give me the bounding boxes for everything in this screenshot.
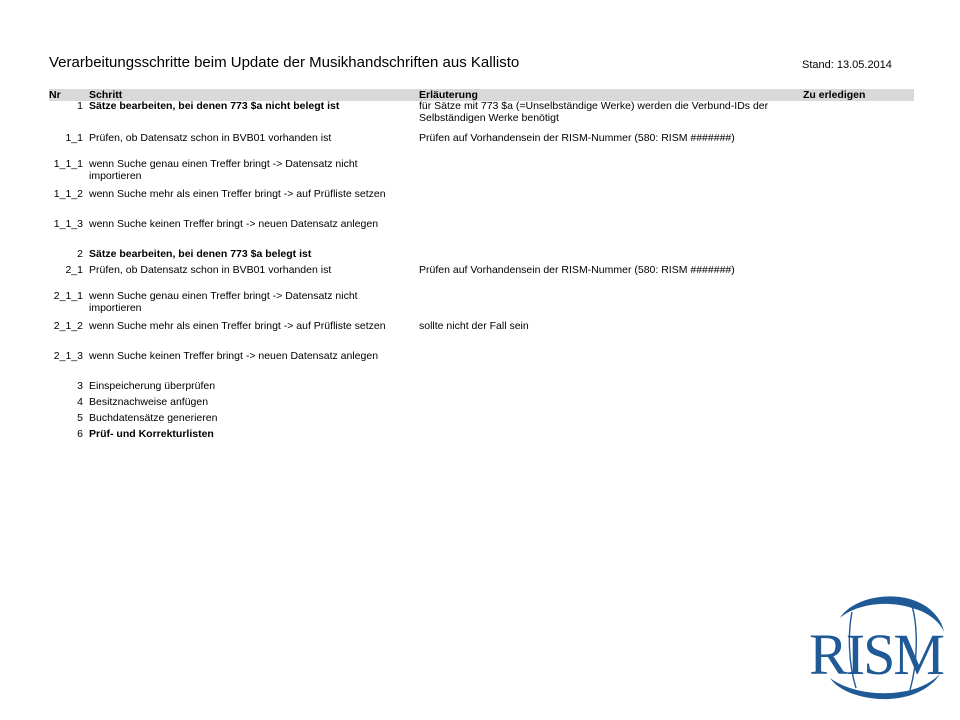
row-schritt: wenn Suche mehr als einen Treffer bringt -> auf Prüfliste setzen	[89, 320, 386, 332]
row-erlaeuterung	[419, 219, 803, 249]
row-schritt: Buchdatensätze generieren	[89, 412, 218, 424]
row-erlaeuterung	[419, 381, 803, 397]
row-zu-erledigen	[803, 321, 914, 351]
row-nr: 5	[77, 412, 83, 424]
table-row	[49, 219, 914, 249]
row-nr: 4	[77, 396, 83, 408]
table-row	[49, 265, 914, 291]
row-schritt: Einspeicherung überprüfen	[89, 380, 216, 392]
row-schritt: wenn Suche genau einen Treffer bringt -> Datensatz nicht importieren	[89, 158, 358, 182]
row-nr: 1	[77, 100, 83, 112]
row-nr: 2_1_2	[53, 320, 83, 332]
row-schritt: Sätze bearbeiten, bei denen 773 $a belegt ist	[89, 248, 312, 260]
row-nr: 2_1	[65, 264, 83, 276]
row-zu-erledigen	[803, 381, 914, 397]
row-nr: 1_1_3	[53, 218, 83, 230]
table-row	[49, 101, 914, 133]
row-erlaeuterung	[419, 351, 803, 381]
row-schritt: Prüfen, ob Datensatz schon in BVB01 vorhanden ist	[89, 132, 332, 144]
row-zu-erledigen	[803, 291, 914, 321]
row-nr: 2	[77, 248, 83, 260]
header-zu-erledigen: Zu erledigen	[803, 89, 914, 101]
row-zu-erledigen	[803, 219, 914, 249]
row-zu-erledigen	[803, 101, 914, 133]
row-nr: 1_1	[65, 132, 83, 144]
row-schritt: Sätze bearbeiten, bei denen 773 $a nicht belegt ist	[89, 100, 340, 112]
table-row	[49, 249, 914, 265]
table-row	[49, 351, 914, 381]
table-body	[49, 101, 914, 445]
table-row	[49, 291, 914, 321]
row-nr: 3	[77, 380, 83, 392]
rism-logo-text: RISM	[809, 622, 943, 687]
row-erlaeuterung: für Sätze mit 773 $a (=Unselbständige Werke) werden die Verbund-IDs der Selbständigen Werke benötigt	[419, 100, 769, 124]
steps-table	[49, 89, 914, 445]
row-nr: 1_1_2	[53, 188, 83, 200]
row-schritt: wenn Suche keinen Treffer bringt -> neuen Datensatz anlegen	[89, 350, 379, 362]
row-nr: 2_1_1	[53, 290, 83, 302]
table-row	[49, 189, 914, 219]
page-title: Verarbeitungsschritte beim Update der Musikhandschriften aus Kallisto	[49, 54, 520, 71]
row-nr: 6	[77, 428, 83, 440]
row-zu-erledigen	[803, 265, 914, 291]
table-row	[49, 429, 914, 445]
row-schritt: Prüfen, ob Datensatz schon in BVB01 vorhanden ist	[89, 264, 332, 276]
header-nr: Nr	[49, 89, 89, 101]
row-nr: 2_1_3	[53, 350, 83, 362]
row-zu-erledigen	[803, 133, 914, 159]
row-zu-erledigen	[803, 159, 914, 189]
table-row	[49, 321, 914, 351]
row-erlaeuterung	[419, 291, 803, 321]
row-erlaeuterung	[419, 159, 803, 189]
row-erlaeuterung: sollte nicht der Fall sein	[419, 320, 529, 332]
row-zu-erledigen	[803, 249, 914, 265]
row-erlaeuterung	[419, 413, 803, 429]
row-erlaeuterung	[419, 249, 803, 265]
row-zu-erledigen	[803, 413, 914, 429]
row-erlaeuterung	[419, 397, 803, 413]
row-erlaeuterung	[419, 429, 803, 445]
table-row	[49, 159, 914, 189]
row-schritt: Besitznachweise anfügen	[89, 396, 209, 408]
row-nr: 1_1_1	[53, 158, 83, 170]
row-zu-erledigen	[803, 429, 914, 445]
row-erlaeuterung	[419, 189, 803, 219]
table-row	[49, 413, 914, 429]
row-schritt: wenn Suche genau einen Treffer bringt -> Datensatz nicht importieren	[89, 290, 358, 314]
row-zu-erledigen	[803, 397, 914, 413]
stand-date: Stand: 13.05.2014	[802, 59, 892, 71]
rism-logo	[800, 592, 952, 704]
row-schritt: Prüf- und Korrekturlisten	[89, 428, 214, 440]
table-row	[49, 397, 914, 413]
table-row	[49, 381, 914, 397]
row-zu-erledigen	[803, 189, 914, 219]
row-zu-erledigen	[803, 351, 914, 381]
header-erlaeuterung: Erläuterung	[419, 89, 803, 101]
header-schritt: Schritt	[89, 89, 419, 101]
row-schritt: wenn Suche keinen Treffer bringt -> neuen Datensatz anlegen	[89, 218, 379, 230]
row-erlaeuterung: Prüfen auf Vorhandensein der RISM-Nummer (580: RISM #######)	[419, 132, 735, 144]
table-row	[49, 133, 914, 159]
row-schritt: wenn Suche mehr als einen Treffer bringt -> auf Prüfliste setzen	[89, 188, 386, 200]
row-erlaeuterung: Prüfen auf Vorhandensein der RISM-Nummer (580: RISM #######)	[419, 264, 735, 276]
